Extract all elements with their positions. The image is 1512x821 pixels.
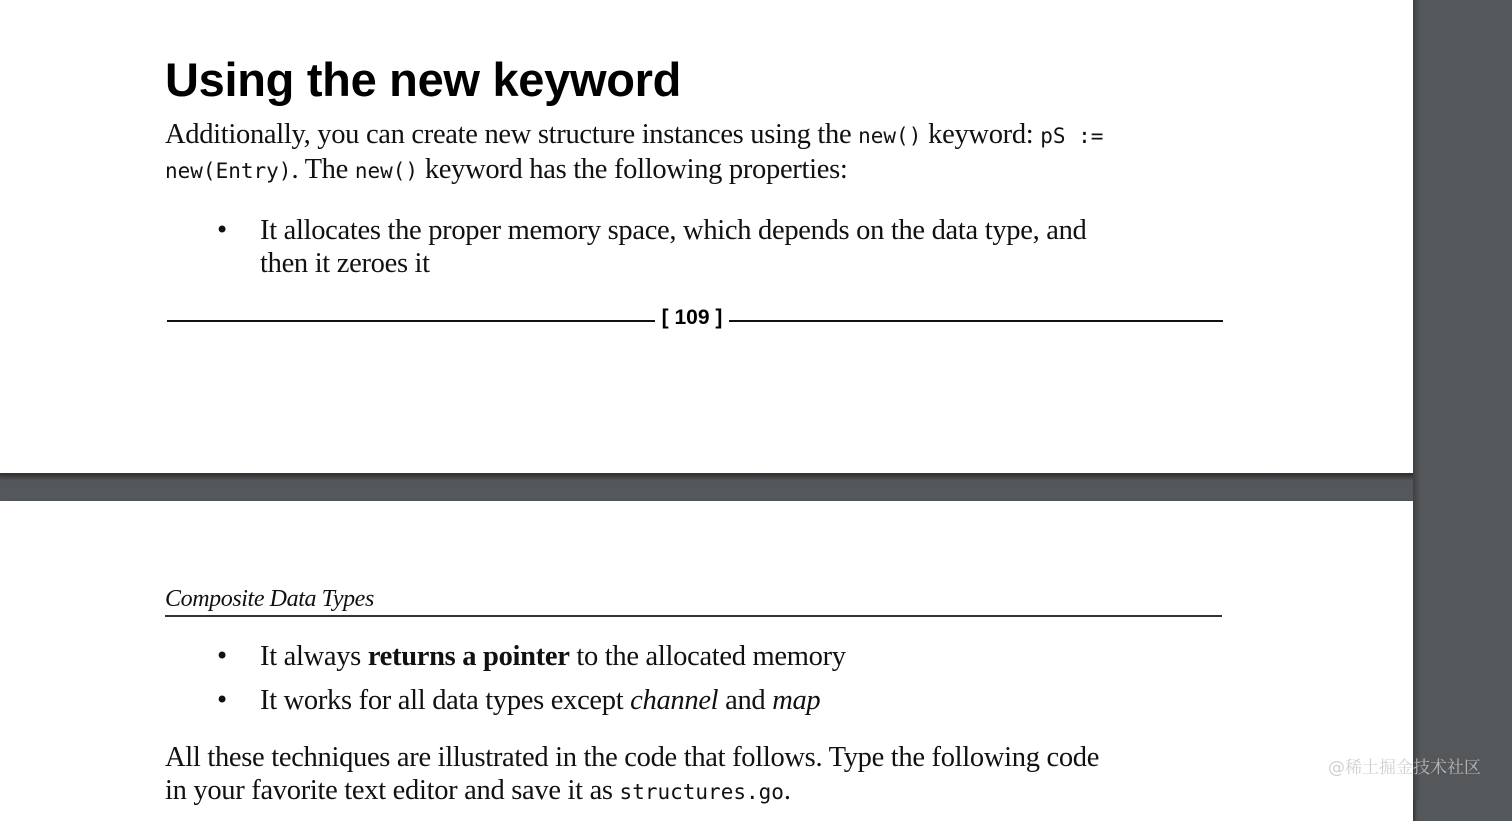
inline-code: new()	[354, 159, 419, 183]
properties-list	[165, 214, 1225, 280]
list-item-text: It allocates the proper memory space, which depends on the data type, and	[260, 215, 1087, 246]
properties-list-continued	[165, 640, 1225, 717]
bold-text: returns a pointer	[367, 641, 570, 672]
text-run: keyword has the following properties:	[418, 154, 848, 185]
inline-code: structures.go	[619, 780, 784, 804]
inline-code: new(Entry)	[165, 159, 292, 183]
watermark: @稀土掘金技术社区	[1328, 758, 1481, 778]
italic-text: channel	[630, 685, 719, 716]
italic-text: map	[772, 685, 821, 716]
list-item	[165, 684, 1225, 717]
footer-rule-right	[729, 320, 1223, 322]
text-run: Additionally, you can create new structure instances using the	[165, 119, 859, 150]
list-item-text: It always	[260, 641, 368, 672]
list-item-text: then it zeroes it	[260, 248, 430, 279]
section-heading: Using the new keyword	[165, 53, 682, 106]
inline-code: new()	[858, 124, 922, 148]
text-run: .	[783, 775, 791, 806]
page-number: [ 109 ]	[661, 306, 723, 329]
text-run: . The	[291, 154, 355, 185]
footer-rule-left	[167, 320, 655, 322]
bullet-icon: •	[215, 642, 229, 670]
bullet-icon: •	[215, 686, 229, 714]
list-item	[165, 214, 1225, 280]
page-gap	[0, 473, 1413, 481]
list-item	[165, 640, 1225, 673]
text-run: in your favorite text editor and save it as	[165, 775, 620, 806]
header-rule	[165, 615, 1222, 617]
intro-paragraph	[165, 118, 1225, 188]
viewer-side-edge	[1413, 0, 1421, 799]
bullet-icon: •	[215, 216, 229, 244]
running-header: Composite Data Types	[165, 586, 374, 612]
list-item-text: and	[718, 685, 773, 716]
inline-code: pS :=	[1040, 124, 1104, 148]
text-run: All these techniques are illustrated in the code that follows. Type the following code	[165, 742, 1100, 773]
list-item-text: It works for all data types except	[260, 685, 631, 716]
list-item-text: to the allocated memory	[569, 641, 846, 672]
text-run: keyword:	[921, 119, 1041, 150]
